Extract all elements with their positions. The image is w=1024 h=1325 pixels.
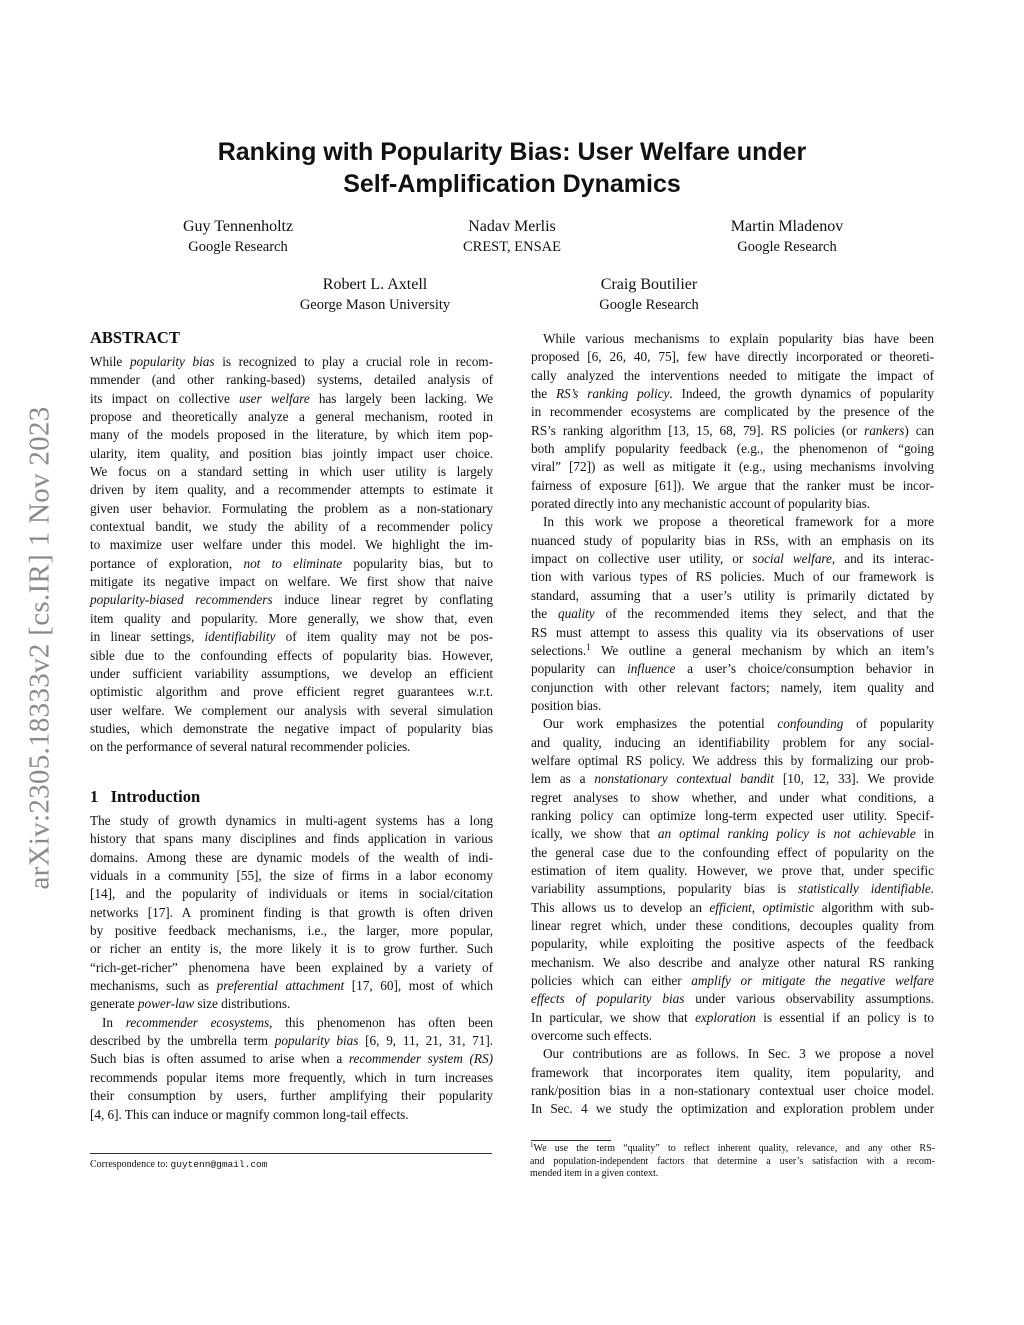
- text-run: described by the umbrella term: [90, 1033, 275, 1049]
- text-run: mmender (and other ranking-based) systems, detailed analysis of: [90, 372, 493, 388]
- text-line: [90, 408, 493, 426]
- emphasis: efficient, optimistic: [709, 899, 815, 915]
- text-run: welfare optimal RS policy. We address this by formalizing our prob-: [531, 752, 934, 768]
- text-line: [90, 371, 493, 389]
- text-line: [90, 1106, 493, 1124]
- text-run: [17, 60], most of which: [344, 978, 493, 994]
- text-run: In Sec. 4 we study the optimization and exploration problem under: [531, 1101, 934, 1117]
- text-run: selections.: [531, 642, 587, 658]
- text-run: , this phenomenon has often been: [269, 1014, 493, 1030]
- title-line-2: Self-Amplification Dynamics: [343, 170, 681, 198]
- emphasis: exploration: [695, 1009, 756, 1025]
- text-line: [531, 1064, 934, 1082]
- text-line: [531, 477, 934, 495]
- author-name: Martin Mladenov: [730, 218, 844, 235]
- author-block: [108, 216, 368, 258]
- footnote-reference: 1: [586, 641, 591, 652]
- emphasis: effects of popularity bias: [531, 991, 685, 1007]
- paragraph: [531, 513, 934, 715]
- footnote-1: [530, 1143, 935, 1181]
- text-line: [531, 624, 934, 642]
- text-run: contextual bandit, we study the ability of a recommender policy: [90, 519, 493, 535]
- text-line: [90, 647, 493, 665]
- text-line: [531, 770, 934, 788]
- text-run: The study of growth dynamics in multi-agent systems has a long: [90, 813, 493, 828]
- text-run: lem as a: [531, 771, 595, 787]
- text-run: overcome such effects.: [531, 1028, 652, 1044]
- author-name: Guy Tennenholtz: [182, 218, 294, 235]
- text-run: viduals in a community [55], the size of firms in a labor economy: [90, 868, 493, 884]
- text-run: in recommender ecosystems are complicated by the presence of the: [531, 404, 934, 420]
- text-run: in linear settings,: [90, 629, 205, 645]
- text-run: viral” [72]) as well as mitigate it (e.g., using mechanisms involving: [531, 459, 934, 475]
- text-line: [531, 697, 934, 715]
- text-line: [90, 390, 493, 408]
- text-run: is essential if an policy is to: [755, 1009, 934, 1025]
- author-affiliation: Google Research: [737, 239, 837, 255]
- text-run: to maximize user welfare under this model. We highlight the im-: [90, 537, 493, 553]
- text-line: [531, 880, 934, 898]
- footnote-mark: 1: [530, 1141, 534, 1149]
- text-line: [531, 1082, 934, 1100]
- text-run: mitigate its negative impact on welfare. We first show that naive: [90, 574, 493, 590]
- text-run: of the recommended items they select, and that the: [594, 606, 934, 622]
- text-run: both amplify popularity feedback (e.g., the phenomenon of “going: [531, 441, 934, 457]
- text-line: [531, 807, 934, 825]
- text-line: [90, 830, 493, 848]
- text-run: ically, we show that: [531, 826, 658, 842]
- text-run: of item quality may not be pos-: [275, 629, 493, 645]
- text-run: domains. Among these are dynamic models of the wealth of indi-: [90, 849, 493, 865]
- text-run: a user’s choice/consumption behavior in: [675, 661, 934, 677]
- text-run: on the performance of several natural recommender policies.: [90, 739, 411, 755]
- text-run: linear regret which, under these conditions, decouples quality from: [531, 918, 934, 933]
- text-line: [531, 642, 934, 660]
- text-line: [531, 660, 934, 678]
- text-run: [10, 12, 33]. We provide: [773, 771, 934, 787]
- text-line: [90, 995, 493, 1013]
- emphasis: identifiability: [204, 629, 276, 645]
- emphasis: social welfare: [752, 551, 832, 567]
- paragraph: [90, 353, 493, 757]
- emphasis: power-law: [137, 996, 195, 1012]
- text-run: their consumption by users, further amplifying their popularity: [90, 1088, 493, 1104]
- text-line: [531, 1045, 934, 1063]
- text-run: or richer an entity is, the more likely it is to grow further. Such: [90, 941, 493, 957]
- text-line: [90, 500, 493, 518]
- text-line: [90, 555, 493, 573]
- text-line: [90, 610, 493, 628]
- text-run: induce linear regret by conflating: [272, 592, 493, 608]
- author-affiliation: Google Research: [188, 239, 288, 255]
- text-run: algorithm with sub-: [814, 899, 934, 915]
- author-name: Robert L. Axtell: [322, 276, 428, 293]
- emphasis: user welfare: [238, 390, 310, 406]
- emphasis: popularity-biased recommenders: [90, 592, 273, 608]
- text-run: optimistic algorithm and prove efficient regret guarantees w.r.t.: [90, 684, 493, 700]
- text-run: proposed [6, 26, 40, 75], few have directly incorporated or theoreti-: [531, 349, 934, 365]
- text-line: [531, 403, 934, 421]
- text-line: [90, 445, 493, 463]
- text-run: the general case due to the confounding effect of popularity on the: [531, 844, 934, 860]
- author-affiliation: CREST, ENSAE: [462, 239, 562, 255]
- text-line: [90, 738, 493, 756]
- text-run: under various observability assumptions.: [684, 991, 935, 1007]
- text-run: [4, 6]. This can induce or magnify common long-tail effects.: [90, 1106, 409, 1122]
- text-run: has largely been lacking. We: [309, 390, 493, 406]
- text-run: cally analyzed the interventions needed to mitigate the impact of: [531, 367, 934, 383]
- text-run: Our work emphasizes the potential: [543, 716, 778, 732]
- text-run: user welfare. We complement our analysis with several simulation: [90, 702, 493, 718]
- text-run: In particular, we show that: [531, 1009, 696, 1025]
- text-run: While various mechanisms to explain popularity bias have been: [543, 331, 934, 346]
- emphasis: confounding: [777, 716, 844, 732]
- author-block: [382, 216, 642, 258]
- text-run: driven by item quality, and a recommender attempts to estimate it: [90, 482, 493, 498]
- text-line: [531, 862, 934, 880]
- text-run: Our contributions are as follows. In Sec. 3 we propose a novel: [543, 1046, 934, 1062]
- text-run: size distributions.: [194, 996, 291, 1012]
- text-line: [531, 734, 934, 752]
- text-line: [90, 665, 493, 683]
- author-block: [245, 274, 505, 316]
- author-name: Craig Boutilier: [600, 276, 698, 293]
- text-run: sible due to the confounding effects of popularity bias. However,: [90, 647, 493, 663]
- text-run: . Indeed, the growth dynamics of popularity: [669, 386, 935, 402]
- text-run: is recognized to play a crucial role in recom-: [214, 354, 493, 369]
- text-line: [531, 990, 934, 1008]
- emphasis: RS’s ranking policy: [555, 386, 670, 402]
- emphasis: popularity bias: [274, 1033, 359, 1049]
- text-line: [531, 440, 934, 458]
- text-run: ularity, item quality, and position bias jointly impact user choice.: [90, 445, 493, 461]
- text-run: the: [531, 606, 559, 622]
- paragraph: [90, 1014, 493, 1124]
- text-line: [90, 518, 493, 536]
- emphasis: amplify or mitigate the negative welfare: [691, 973, 934, 989]
- correspondence-label: Correspondence to:: [90, 1159, 171, 1170]
- text-run: nuanced study of popularity bias in RSs, with an emphasis on its: [531, 532, 934, 548]
- text-line: [90, 940, 493, 958]
- text-run: framework that incorporates item quality, item popularity, and: [531, 1064, 934, 1080]
- text-line: [531, 1100, 934, 1118]
- text-run: [14], and the popularity of individuals or items in social/citation: [90, 886, 493, 902]
- author-block: [519, 274, 779, 316]
- text-run: the: [531, 386, 556, 402]
- text-run: mechanism. We also describe and analyze other natural RS ranking: [531, 954, 934, 970]
- text-line: [90, 922, 493, 940]
- text-run: In: [102, 1014, 126, 1030]
- paragraph: [531, 330, 934, 513]
- emphasis: statistically identifiable.: [798, 881, 935, 897]
- footnote-divider: [531, 1140, 611, 1141]
- title-line-1: Ranking with Popularity Bias: User Welfare under: [217, 138, 807, 166]
- introduction-heading: 1 Introduction: [90, 787, 201, 806]
- text-run: RS’s ranking algorithm [13, 15, 68, 79]. RS policies (or: [531, 422, 865, 438]
- text-run: given user behavior. Formulating the problem as a non-stationary: [90, 500, 493, 516]
- text-line: [90, 904, 493, 922]
- text-line: [531, 1027, 934, 1045]
- text-run: portance of exploration,: [90, 555, 244, 571]
- emphasis: not to eliminate: [243, 555, 343, 571]
- text-run: item quality and popularity. More generally, we show that, even: [90, 610, 493, 626]
- text-run: propose and theoretically analyze a general mechanism, rooted in: [90, 409, 493, 425]
- text-run: popularity bias, but to: [342, 555, 493, 571]
- text-line: [90, 720, 493, 738]
- text-line: [90, 591, 493, 609]
- footnote-line: We use the term “quality” to reflect inherent quality, relevance, and any other RS-: [533, 1143, 935, 1154]
- emphasis: nonstationary contextual bandit: [594, 771, 774, 787]
- text-run: This allows us to develop an: [531, 899, 710, 915]
- text-line: [90, 1069, 493, 1087]
- footnote-line: mended item in a given context.: [530, 1168, 659, 1179]
- paper-title: [0, 136, 1024, 200]
- text-line: [90, 1087, 493, 1105]
- text-run: impact on collective user utility, or: [531, 551, 753, 567]
- text-line: [531, 422, 934, 440]
- text-line: [90, 481, 493, 499]
- paragraph: [531, 1045, 934, 1118]
- text-line: [90, 1050, 493, 1068]
- text-run: ) can: [904, 422, 934, 438]
- text-line: [531, 587, 934, 605]
- emphasis: recommender ecosystems: [125, 1014, 270, 1030]
- author-affiliation: George Mason University: [299, 297, 451, 313]
- paragraph: [531, 715, 934, 1045]
- emphasis: recommender system (RS): [348, 1051, 493, 1067]
- text-line: [90, 849, 493, 867]
- text-run: While: [90, 354, 130, 369]
- text-line: [531, 605, 934, 623]
- text-line: [531, 844, 934, 862]
- text-line: [90, 353, 493, 371]
- text-run: estimation of item quality. However, we prove that, under specific: [531, 862, 934, 878]
- text-line: [90, 1014, 493, 1032]
- correspondence-note: [90, 1159, 267, 1170]
- text-run: rank/position bias in a non-stationary contextual user choice model.: [531, 1083, 934, 1099]
- text-run: mechanisms, such as: [90, 978, 217, 994]
- text-run: variability assumptions, popularity bias is: [531, 881, 799, 897]
- text-run: popularity, while exploiting the positive aspects of the feedback: [531, 936, 934, 952]
- arxiv-identifier: arXiv:2305.18333v2 [cs.IR] 1 Nov 2023: [23, 406, 56, 890]
- author-name: Nadav Merlis: [468, 218, 556, 235]
- text-line: [531, 495, 934, 513]
- text-line: [531, 679, 934, 697]
- text-run: Such bias is often assumed to arise when a: [90, 1051, 349, 1067]
- text-line: [90, 812, 493, 830]
- text-run: recommends popular items more frequently, which in turn increases: [90, 1069, 493, 1085]
- text-run: We focus on a standard setting in which user utility is largely: [90, 464, 493, 480]
- text-line: [90, 977, 493, 995]
- abstract-heading: ABSTRACT: [90, 328, 180, 347]
- text-run: “rich-get-richer” phenomena have been explained by a variety of: [90, 959, 493, 975]
- text-run: of popularity: [843, 716, 934, 732]
- text-run: history that spans many disciplines and finds application in various: [90, 831, 493, 847]
- text-line: [90, 867, 493, 885]
- abstract-body: [90, 353, 493, 757]
- text-line: [531, 825, 934, 843]
- text-line: [531, 752, 934, 770]
- text-run: porated directly into any mechanistic account of popularity bias.: [531, 496, 871, 512]
- footnote-divider: [90, 1153, 492, 1154]
- emphasis: rankers: [864, 422, 905, 438]
- text-line: [531, 789, 934, 807]
- text-line: [90, 885, 493, 903]
- right-column-body: [531, 330, 934, 1119]
- text-line: [90, 1032, 493, 1050]
- text-line: [531, 367, 934, 385]
- paragraph: [90, 812, 493, 1014]
- author-affiliation: Google Research: [599, 297, 699, 313]
- text-run: tion with various types of RS policies. Much of our framework is: [531, 569, 934, 585]
- text-line: [531, 385, 934, 403]
- text-line: [531, 899, 934, 917]
- text-run: studies, which demonstrate the negative impact of popularity bias: [90, 720, 493, 736]
- text-line: [531, 330, 934, 348]
- text-line: [90, 959, 493, 977]
- text-run: We outline a general mechanism by which an item’s: [590, 642, 934, 658]
- text-line: [531, 917, 934, 935]
- emphasis: popularity bias: [129, 354, 215, 369]
- text-run: RS must attempt to assess this quality via its observations of user: [531, 624, 934, 640]
- text-line: [531, 513, 934, 531]
- correspondence-email: guytenn@gmail.com: [170, 1159, 268, 1170]
- text-line: [531, 1009, 934, 1027]
- text-run: In this work we propose a theoretical framework for a more: [543, 514, 934, 530]
- text-line: [90, 426, 493, 444]
- text-line: [531, 715, 934, 733]
- text-run: conjunction with other relevant factors; namely, item quality and: [531, 679, 934, 695]
- text-line: [531, 935, 934, 953]
- text-line: [531, 348, 934, 366]
- text-run: its impact on collective: [90, 390, 239, 406]
- text-run: , and its interac-: [831, 551, 934, 567]
- text-run: by positive feedback mechanisms, i.e., the larger, more popular,: [90, 923, 493, 939]
- text-run: regret analyses to show whether, and under what conditions, a: [531, 789, 934, 805]
- text-run: generate: [90, 996, 138, 1012]
- text-line: [90, 573, 493, 591]
- emphasis: preferential attachment: [216, 978, 345, 994]
- text-line: [90, 628, 493, 646]
- introduction-body: [90, 812, 493, 1124]
- text-line: [90, 683, 493, 701]
- emphasis: quality: [558, 606, 595, 622]
- text-run: many of the models proposed in the literature, by which item pop-: [90, 427, 493, 443]
- text-run: [6, 9, 11, 21, 31, 71].: [358, 1033, 493, 1049]
- text-line: [90, 536, 493, 554]
- text-line: [531, 458, 934, 476]
- footnote-line: and population-independent factors that determine a user’s satisfaction with a recom-: [530, 1155, 935, 1167]
- emphasis: an optimal ranking policy is not achievable: [657, 826, 916, 842]
- text-run: standard, assuming that a user’s utility is primarily dictated by: [531, 587, 934, 603]
- text-line: [531, 532, 934, 550]
- text-run: under sufficient variability assumptions, we develop an efficient: [90, 665, 493, 681]
- text-line: [531, 568, 934, 586]
- text-line: [90, 463, 493, 481]
- text-run: and quality, inducing an identifiability problem for any social-: [531, 734, 934, 750]
- text-run: ranking policy can optimize long-term expected user utility. Specif-: [531, 807, 934, 823]
- emphasis: influence: [627, 661, 676, 677]
- text-run: fairness of exposure [61]). We argue that the ranker must be incor-: [531, 477, 934, 493]
- text-line: [90, 702, 493, 720]
- text-run: in: [915, 826, 934, 842]
- text-line: [531, 954, 934, 972]
- text-run: position bias.: [531, 697, 602, 713]
- text-line: [531, 550, 934, 568]
- text-line: [531, 972, 934, 990]
- author-block: [657, 216, 917, 258]
- text-run: popularity can: [531, 661, 628, 677]
- text-run: networks [17]. A prominent finding is that growth is often driven: [90, 904, 493, 920]
- text-run: policies which can either: [531, 973, 692, 989]
